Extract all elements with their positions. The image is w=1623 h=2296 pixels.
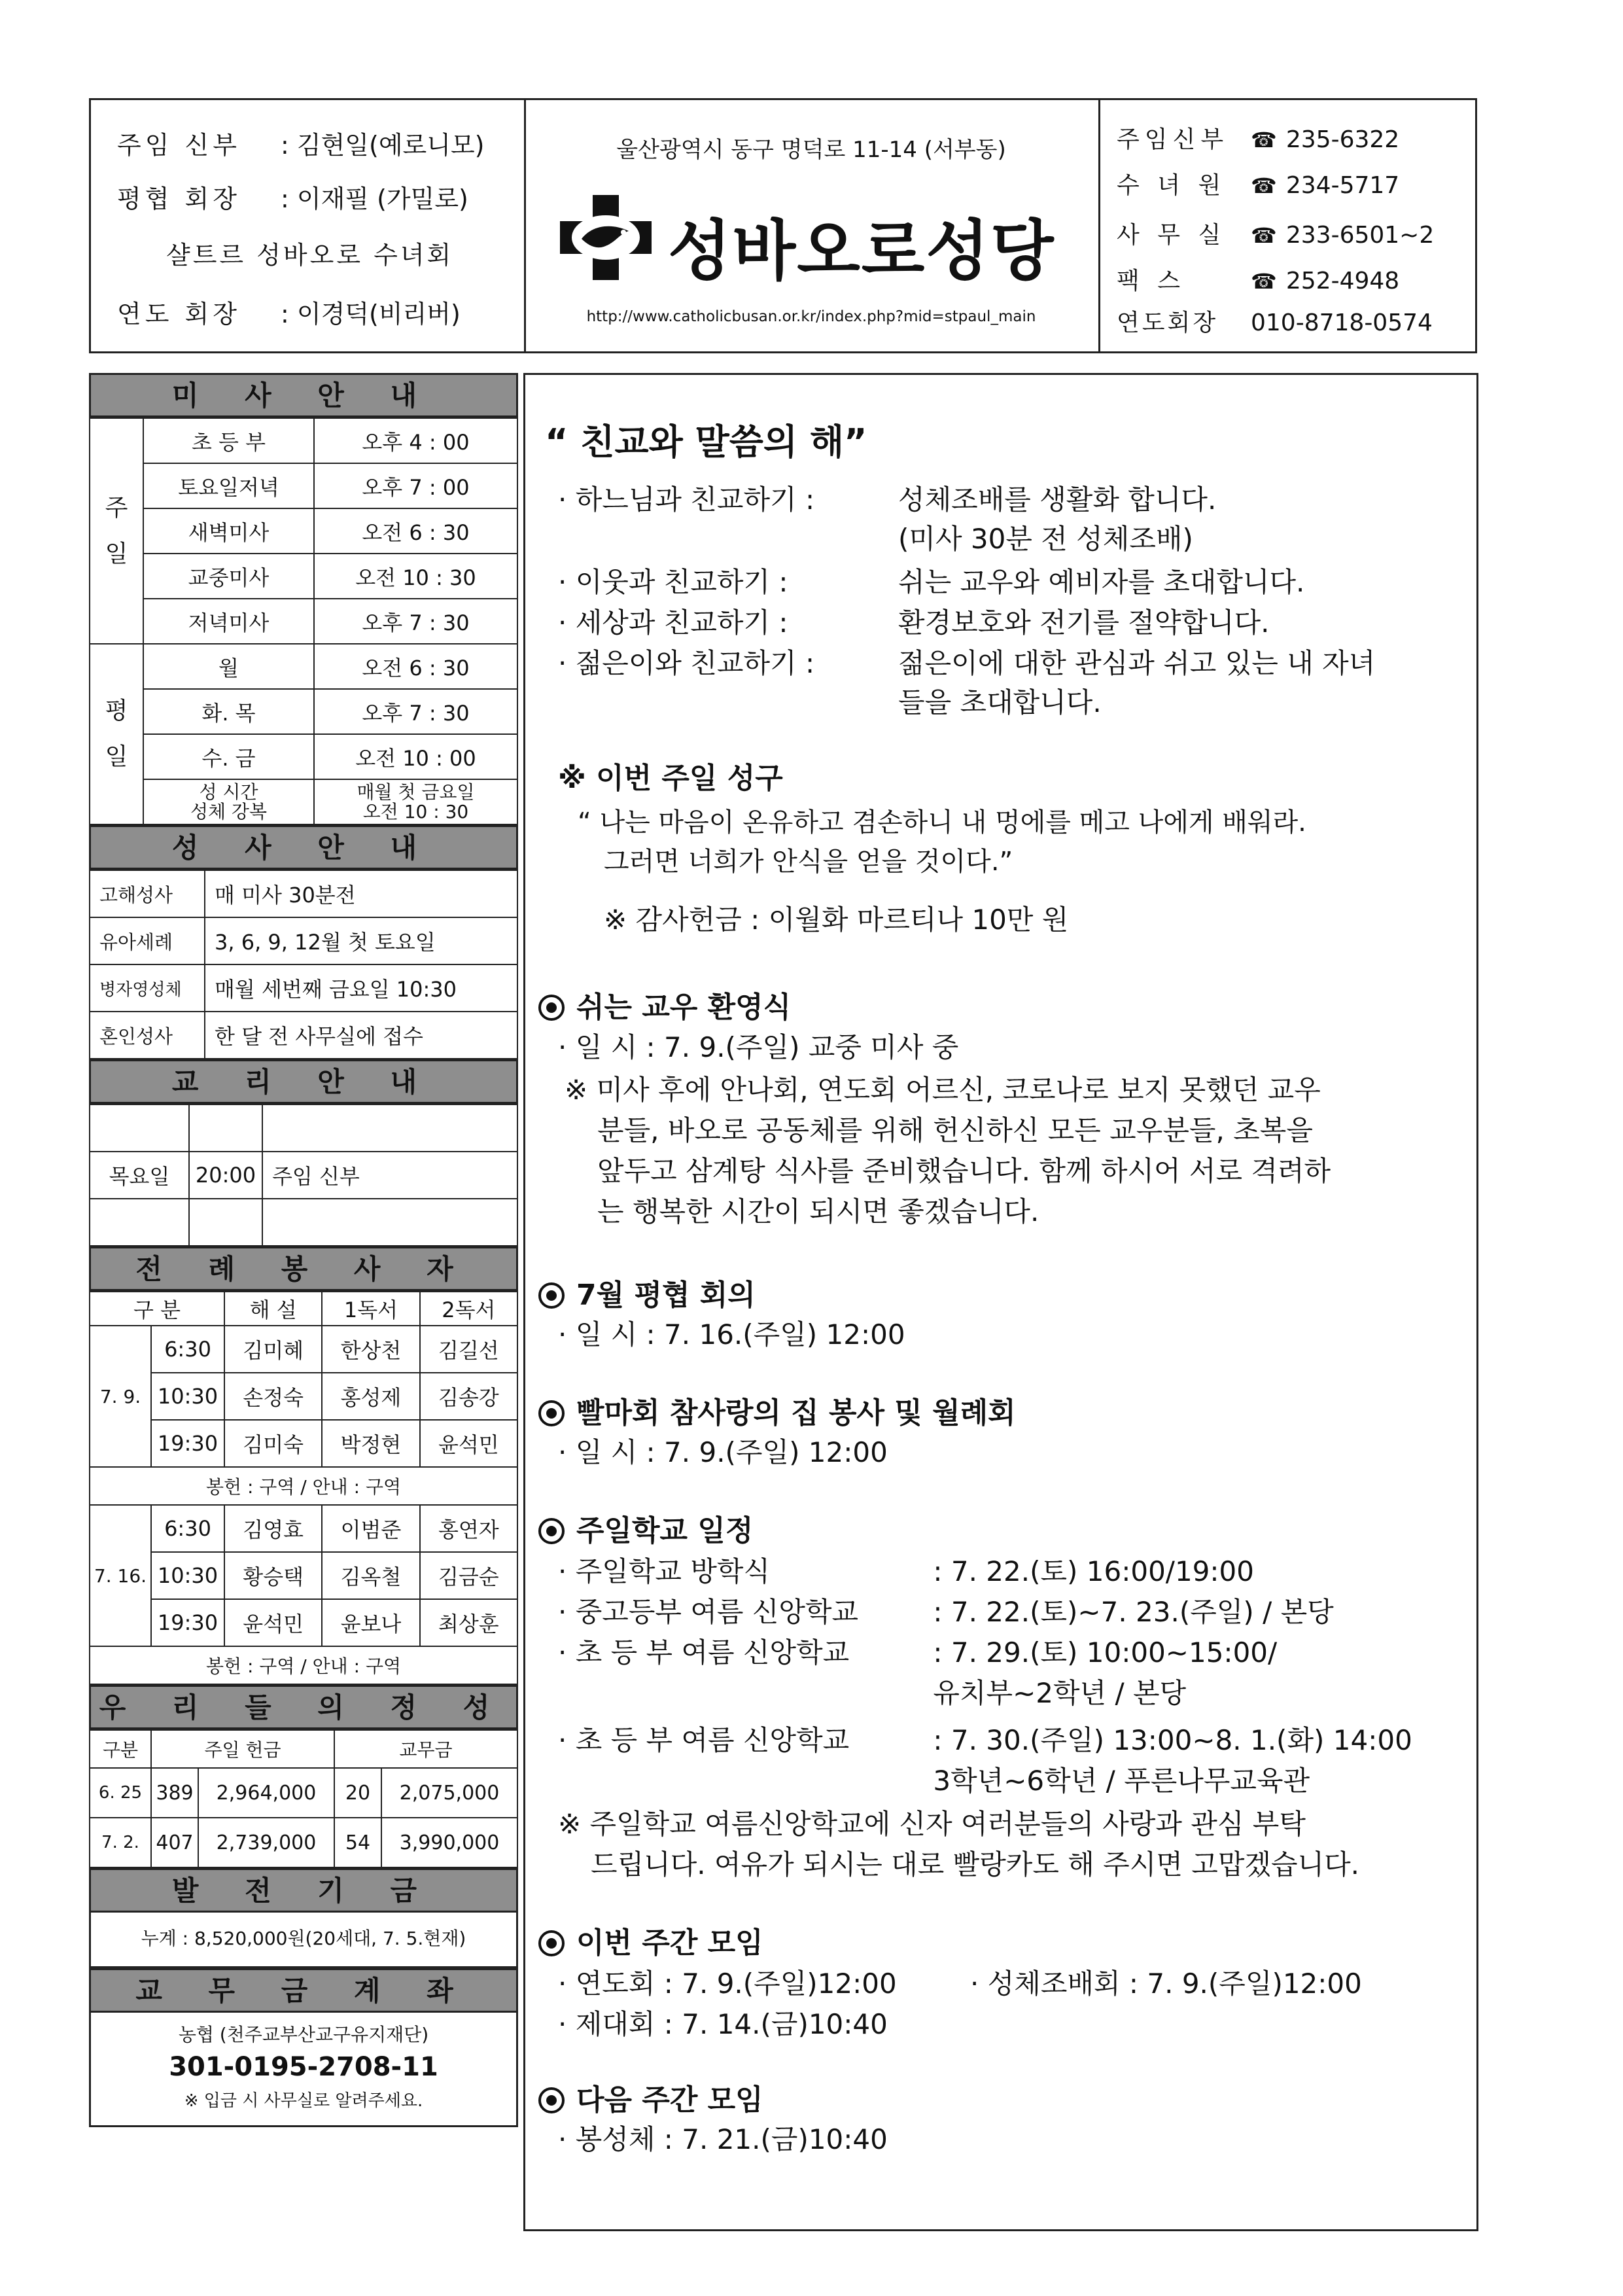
fund-title: 발 전 기 금 — [89, 1868, 518, 1913]
target-bullet-icon — [538, 995, 565, 1021]
catechism-table: 목요일 20:00 주임 신부 — [89, 1104, 518, 1246]
mass-time: 오후 7 : 30 — [314, 689, 517, 734]
account-number: 301-0195-2708-11 — [169, 2052, 438, 2082]
week-item: · 성체조배회 : 7. 9.(주일)12:00 — [970, 1968, 1362, 2000]
theme-item: · 이웃과 친교하기 : 쉬는 교우와 예비자를 초대합니다. — [558, 566, 1305, 598]
sacraments-table: 고해성사 매 미사 30분전 유아세례 3, 6, 9, 12월 첫 토요일 병자영성체 매월 세번째 금요일 10:30 혼인성사 한 달 전 사무실에 접수 — [89, 870, 518, 1059]
mass-time: 오전 10 : 30 — [314, 554, 517, 599]
welcome-note: 앞두고 삼계탕 식사를 준비했습니다. 함께 하시어 서로 격려하 — [597, 1155, 1331, 1187]
mary-heading: 빨마회 참사랑의 집 봉사 및 월례회 — [538, 1389, 1016, 1431]
staff-council: 평협 회장 : 이재필 (가밀로) — [117, 185, 468, 213]
target-bullet-icon — [538, 1518, 565, 1544]
header-staff — [91, 100, 526, 351]
offering-title: 우 리 들 의 정 성 — [89, 1685, 518, 1729]
theme-item: · 젊은이와 친교하기 : 젊은이에 대한 관심과 쉬고 있는 내 자녀 — [558, 647, 1376, 679]
sacraments-title: 성 사 안 내 — [89, 825, 518, 870]
welcome-note: 는 행복한 시간이 되시면 좋겠습니다. — [597, 1195, 1039, 1227]
left-column — [89, 373, 518, 2127]
mass-table — [89, 417, 518, 825]
next-heading: 다음 주간 모임 — [538, 2076, 763, 2118]
mass-title: 미 사 안 내 — [89, 373, 518, 417]
phone-icon: ☎ — [1251, 173, 1277, 198]
council-heading: 7월 평협 회의 — [538, 1271, 756, 1313]
header-center — [524, 100, 1100, 351]
school-note: 드립니다. 여유가 되시는 대로 빨랑카도 해 주시면 고맙겠습니다. — [591, 1848, 1360, 1881]
church-logo — [557, 192, 1067, 289]
target-bullet-icon — [538, 1930, 565, 1956]
mass-time: 오후 7 : 30 — [314, 599, 517, 644]
week-item: · 연도회 : 7. 9.(주일)12:00 — [558, 1968, 897, 2000]
mass-time: 오후 7 : 00 — [314, 463, 517, 508]
staff-pastor: 주임 신부 : 김현일(예로니모) — [117, 131, 485, 160]
church-url[interactable]: http://www.catholicbusan.or.kr/index.php?mid=stpaul_main — [586, 308, 1036, 325]
church-name: 성바오로성당 — [668, 213, 1055, 289]
verse-line: 그러면 너희가 안식을 얻을 것이다.” — [604, 847, 1013, 877]
school-heading: 주일학교 일정 — [538, 1507, 753, 1549]
servers-table: 구 분 해 설 1독서 2독서 7. 9. 6:30 김미혜 한상천 김길선 10:30 손정숙 홍성제 김송강 19:30 김미숙 박정현 윤석민 봉헌 : 구역 / 안내 : 구역 7. 16. 6:30 김영효 이범준 홍연자 10:30 황승택 김옥철 김금순 19:30 윤석민 윤보나 최상훈 봉헌 : 구역 / 안내 : 구역 — [89, 1291, 518, 1685]
account-note: ※ 입금 시 사무실로 알려주세요. — [184, 2091, 423, 2111]
dove-cross-icon — [557, 192, 655, 283]
school-note: ※ 주일학교 여름신앙학교에 신자 여러분들의 사랑과 관심 부탁 — [558, 1808, 1306, 1840]
week-heading: 이번 주간 모임 — [538, 1919, 763, 1961]
verse-title: ※ 이번 주일 성구 — [558, 762, 783, 795]
contact-yeondo: 연도회장 010-8718-0574 — [1117, 309, 1433, 336]
theme-item: · 세상과 친교하기 : 환경보호와 전기를 절약합니다. — [558, 607, 1270, 639]
right-column — [523, 373, 1478, 2231]
week-item: · 제대회 : 7. 14.(금)10:40 — [558, 2008, 888, 2040]
account-title: 교 무 금 계 좌 — [89, 1968, 518, 2013]
target-bullet-icon — [538, 1282, 565, 1309]
school-item: · 중고등부 여름 신앙학교 : 7. 22.(토)~7. 23.(주일) / 본당 — [558, 1596, 1334, 1628]
school-item: · 초 등 부 여름 신앙학교 : 7. 30.(주일) 13:00~8. 1.(화) 14:00 — [558, 1724, 1412, 1756]
theme-item: 들을 초대합니다. — [898, 686, 1102, 718]
church-address: 울산광역시 동구 명덕로 11-14 (서부동) — [616, 137, 1006, 163]
mass-name: 초 등 부 — [143, 418, 314, 463]
mass-time: 오전 6 : 30 — [314, 644, 517, 689]
mary-date: · 일 시 : 7. 9.(주일) 12:00 — [558, 1436, 888, 1468]
mass-name: 화. 목 — [143, 689, 314, 734]
fund-total: 누계 : 8,520,000원(20세대, 7. 5.현재) — [89, 1913, 518, 1968]
mass-time: 매월 첫 금요일 오전 10 : 30 — [314, 779, 517, 824]
target-bullet-icon — [538, 2087, 565, 2113]
phone-icon: ☎ — [1251, 269, 1277, 294]
header-box — [89, 98, 1477, 353]
servers-title: 전 례 봉 사 자 — [89, 1246, 518, 1291]
contact-fax: 팩 스 ☎ 252-4948 — [1117, 268, 1400, 294]
school-item: 3학년~6학년 / 푸른나무교육관 — [924, 1765, 1310, 1797]
weekday-label: 평일 — [90, 644, 143, 824]
welcome-heading: 쉬는 교우 환영식 — [538, 983, 791, 1025]
next-item: · 봉성체 : 7. 21.(금)10:40 — [558, 2123, 888, 2155]
header-contacts — [1098, 100, 1475, 351]
school-item: · 주일학교 방학식 : 7. 22.(토) 16:00/19:00 — [558, 1555, 1254, 1587]
staff-yeondo: 연도 회장 : 이경덕(비리버) — [117, 300, 461, 328]
mass-time: 오전 10 : 00 — [314, 734, 517, 779]
contact-office: 사 무 실 ☎ 233-6501~2 — [1117, 222, 1435, 249]
theme-title: “ 친교와 말씀의 해” — [545, 421, 867, 463]
welcome-note: 분들, 바오로 공동체를 위해 헌신하신 모든 교우분들, 초복을 — [597, 1114, 1313, 1146]
mass-time: 오전 6 : 30 — [314, 508, 517, 554]
mass-name: 수. 금 — [143, 734, 314, 779]
mass-name: 저녁미사 — [143, 599, 314, 644]
account-box — [89, 2013, 518, 2127]
offering-table: 구분 주일 헌금 교무금 6. 25 389 2,964,000 20 2,075,000 7. 2. 407 2,739,000 54 3,990,000 — [89, 1729, 518, 1868]
theme-item: (미사 30분 전 성체조배) — [898, 523, 1193, 555]
mass-name: 토요일저녁 — [143, 463, 314, 508]
theme-item: · 하느님과 친교하기 : 성체조배를 생활화 합니다. — [558, 484, 1217, 516]
target-bullet-icon — [538, 1400, 565, 1426]
verse-line: “ 나는 마음이 온유하고 겸손하니 내 멍에를 메고 나에게 배워라. — [578, 807, 1306, 838]
welcome-date: · 일 시 : 7. 9.(주일) 교중 미사 중 — [558, 1031, 959, 1063]
council-date: · 일 시 : 7. 16.(주일) 12:00 — [558, 1318, 905, 1351]
welcome-note: ※ 미사 후에 안나회, 연도회 어르신, 코로나로 보지 못했던 교우 — [565, 1074, 1321, 1106]
contact-convent: 수 녀 원 ☎ 234-5717 — [1117, 172, 1400, 199]
contact-pastor: 주임신부 ☎ 235-6322 — [1117, 126, 1400, 153]
mass-name: 월 — [143, 644, 314, 689]
phone-icon: ☎ — [1251, 128, 1277, 152]
mass-name: 교중미사 — [143, 554, 314, 599]
mass-name: 새벽미사 — [143, 508, 314, 554]
school-item: · 초 등 부 여름 신앙학교 : 7. 29.(토) 10:00~15:00/ — [558, 1636, 1278, 1669]
account-bank: 농협 (천주교부산교구유지재단) — [178, 2024, 429, 2045]
school-item: 유치부~2학년 / 본당 — [924, 1677, 1187, 1709]
sunday-label: 주일 — [90, 418, 143, 644]
catechism-title: 교 리 안 내 — [89, 1059, 518, 1104]
mass-time: 오후 4 : 00 — [314, 418, 517, 463]
thanks-offering: ※ 감사헌금 : 이월화 마르티나 10만 원 — [604, 904, 1069, 936]
staff-sisters: 샬트르 성바오로 수녀회 — [166, 241, 454, 270]
mass-name: 성 시간 성체 강복 — [143, 779, 314, 824]
phone-icon: ☎ — [1251, 223, 1277, 248]
